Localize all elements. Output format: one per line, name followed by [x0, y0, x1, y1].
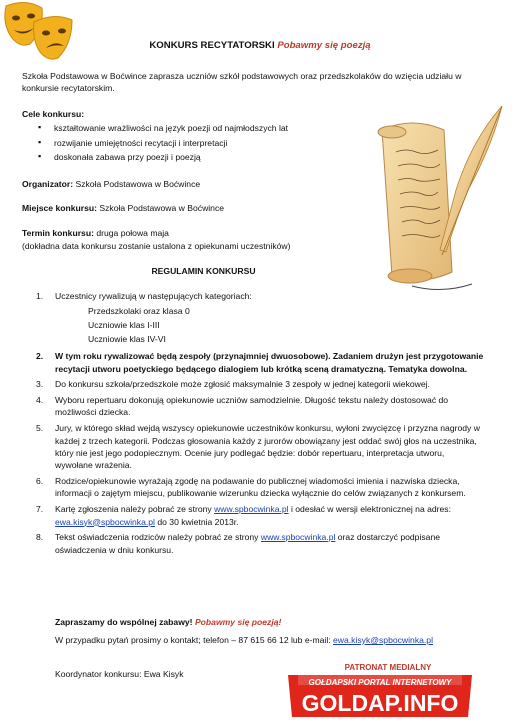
- rule-text-pre: Kartę zgłoszenia należy pobrać ze strony: [55, 504, 215, 515]
- goals-heading: Cele konkursu:: [22, 109, 85, 119]
- rules-list: [36, 290, 484, 559]
- category-item: Przedszkolaki oraz klasa 0: [88, 305, 190, 316]
- rule-item: [36, 531, 484, 556]
- title-main: KONKURS RECYTATORSKI: [149, 40, 275, 51]
- rule-text-post: oraz dostarczyć podpisane oświadczenia w dniu konkursu.: [55, 532, 441, 555]
- rule-number: 8.: [36, 532, 44, 543]
- rule-text-mid: i odesłać w wersji elektronicznej na adres:: [288, 504, 451, 515]
- category-item: Uczniowie klas IV-VI: [88, 333, 166, 344]
- rule-item: [36, 378, 484, 390]
- goal-item: ▪ doskonała zabawa przy poezji i poezją: [38, 151, 288, 166]
- rule-number: 4.: [36, 395, 44, 406]
- rule-text: Uczestnicy rywalizują w następujących kategoriach:: [55, 291, 252, 301]
- rule-number: 5.: [36, 423, 44, 434]
- media-patronage-label: PATRONAT MEDIALNY: [344, 663, 432, 672]
- page-title: [0, 40, 520, 52]
- goal-item: ▪ kształtowanie wrażliwości na język poezji od najmłodszych lat: [38, 122, 288, 137]
- coordinator-line: Koordynator konkursu: Ewa Kisyk: [55, 669, 184, 679]
- rule-item: [36, 394, 484, 419]
- rule-item: [36, 475, 484, 500]
- organizer-label: Organizator:: [22, 179, 74, 189]
- invitation-text: Zapraszamy do wspólnej zabawy!: [55, 617, 195, 627]
- rule-text-pre: Tekst oświadczenia rodziców należy pobrać ze strony: [55, 532, 261, 543]
- goal-item: ▪ rozwijanie umiejętności recytacji i interpretacji: [38, 137, 288, 152]
- rule-text: Rodzice/opiekunowie wyrażają zgodę na podawanie do publicznej wiadomości imienia i nazwiska dziecka, informacji o zajętym miejscu, publikowanie wizerunku dziecka wyłącznie do celów związanych z konkursem.: [55, 476, 466, 499]
- goals-list: [38, 122, 288, 166]
- venue-label: Miejsce konkursu:: [22, 203, 97, 213]
- rule-item: [36, 422, 484, 472]
- category-list: [55, 305, 484, 347]
- contact-email-link[interactable]: ewa.kisyk@spbocwinka.pl: [55, 516, 155, 527]
- rule-text: Jury, w którego skład wejdą wszyscy opiekunowie uczestników konkursu, wyłoni zwycięzcę i przyzna nagrody w każdej z trzech kategorii. Podczas głosowania każdy z jurorów obowiązany jest oddać swój głos na uczestnika, który nie jest jego podopiecznym. Ocenie jury podlegać będzie: dobór repertuaru, interpretacja utworu, wywołane wrażenia.: [55, 423, 480, 471]
- logo-wordmark-text: GOLDAP.INFO: [301, 690, 459, 716]
- rule-number: 3.: [36, 379, 44, 390]
- rule-text-post: do 30 kwietnia 2013r.: [154, 516, 239, 527]
- rule-number: 1.: [36, 291, 44, 301]
- venue-value: Szkoła Podstawowa w Boćwince: [99, 203, 225, 213]
- deadline-value: druga połowa maja: [96, 228, 169, 238]
- rule-text: Do konkursu szkoła/przedszkole może zgłosić maksymalnie 3 zespoły w jednej kategorii wiekowej.: [55, 379, 430, 390]
- contact-line: [55, 634, 515, 646]
- regulations-title: REGULAMIN KONKURSU: [151, 266, 256, 276]
- deadline-note: (dokładna data konkursu zostanie ustalona z opiekunami uczestników): [22, 241, 291, 251]
- rule-number: 7.: [36, 504, 44, 515]
- rule-item: [36, 350, 484, 375]
- contact-email-link[interactable]: ewa.kisyk@spbocwinka.pl: [333, 635, 433, 645]
- organizer-value: Szkoła Podstawowa w Boćwince: [75, 179, 201, 189]
- intro-paragraph: Szkoła Podstawowa w Boćwince zaprasza uczniów szkół podstawowych oraz przedszkolaków do wzięcia udziału w konkursie recytatorskim.: [22, 71, 462, 94]
- rule-number: 6.: [36, 476, 44, 487]
- rule-item: [36, 503, 484, 528]
- school-website-link[interactable]: www.spbocwinka.pl: [214, 504, 289, 515]
- title-accent: Pobawmy się poezją: [277, 40, 371, 51]
- rule-text: Wyboru repertuaru dokonują opiekunowie uczniów samodzielnie. Długość tekstu należy dostosować do możliwości dziecka.: [55, 395, 449, 418]
- rule-text: W tym roku rywalizować będą zespoły (przynajmniej dwuosobowe). Zadaniem drużyn jest przygotowanie recytacji utworu poetyckiego będącego dialogiem lub krótką sceną dramatyczną. Tematyka dowolna.: [55, 351, 484, 374]
- deadline-label: Termin konkursu:: [22, 228, 94, 238]
- invitation-accent: Pobawmy się poezją!: [194, 617, 282, 627]
- school-website-link[interactable]: www.spbocwinka.pl: [260, 532, 336, 543]
- invitation-line: [55, 616, 495, 628]
- contact-text: W przypadku pytań prosimy o kontakt; telefon – 87 615 66 12 lub e-mail:: [55, 635, 334, 645]
- theatre-masks-icon: [0, 0, 78, 66]
- goldap-info-logo[interactable]: [284, 671, 476, 721]
- rule-item: [36, 290, 484, 347]
- portal-name-text: GOŁDAPSKI PORTAL INTERNETOWY: [308, 678, 452, 687]
- rule-number: 2.: [36, 351, 44, 362]
- category-item: Uczniowie klas I-III: [88, 319, 160, 330]
